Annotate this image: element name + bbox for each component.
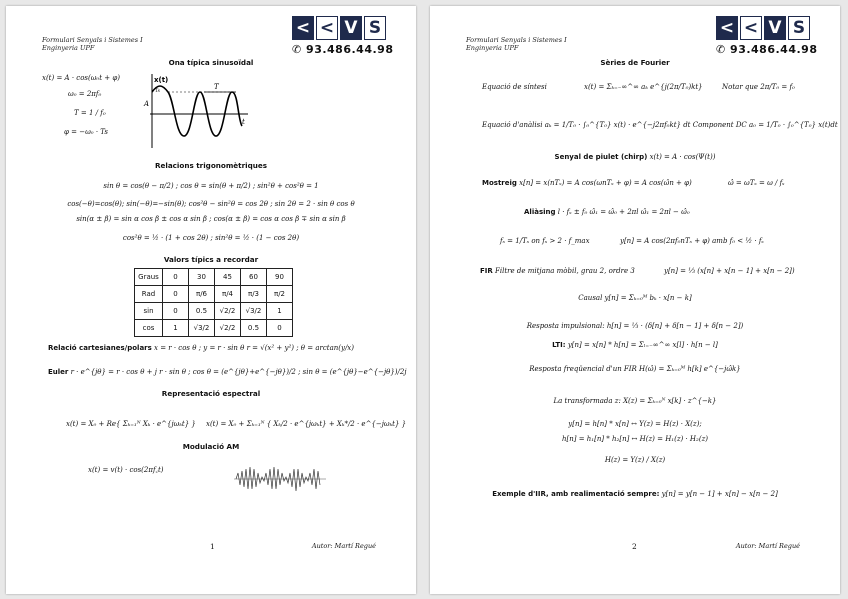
section-title: Relacions trigonomètriques — [154, 161, 268, 170]
table-row — [135, 320, 293, 337]
chirp-label: Senyal de piulet (chirp) — [554, 153, 648, 161]
logo-tile: V — [764, 16, 786, 40]
section-title: Valors típics a recordar — [163, 255, 259, 264]
logo-tile: < — [292, 16, 314, 40]
table-cell: Rad — [135, 286, 163, 303]
equation: x = r · cos θ ; y = r · sin θ r = √(x² + y²) ; θ = arctan(y/x) — [154, 344, 354, 352]
euler-row — [48, 368, 407, 376]
synth-label: Equació de síntesi — [482, 83, 547, 91]
header-line2: Enginyeria UPF — [42, 44, 95, 52]
table-cell: 90 — [267, 269, 293, 286]
chirp-row — [430, 153, 840, 161]
page-number: 1 — [210, 542, 215, 551]
equation: cos(−θ)=cos(θ); sin(−θ)=−sin(θ); cos²θ − sin²θ = cos 2θ ; sin 2θ = 2 · sin θ cos θ — [67, 200, 355, 208]
aliasing-label: Aliàsing — [524, 208, 556, 216]
header-line2: Enginyeria UPF — [466, 44, 519, 52]
logo-tile: S — [364, 16, 386, 40]
table-cell: 0 — [163, 303, 189, 320]
table-row — [135, 269, 293, 286]
author: Autor: Martí Regué — [311, 542, 376, 550]
logo-tile: < — [316, 16, 338, 40]
table-cell: 60 — [241, 269, 267, 286]
table-row — [135, 303, 293, 320]
equation: φ = −ω₀ · Ts — [64, 128, 109, 136]
equation: Resposta impulsional: h[n] = ⅓ · (δ[n] + δ[n − 1] + δ[n − 2]) — [526, 322, 744, 330]
equation: x(t) = Σₖ₌₋∞^∞ aₖ e^{j(2π/T₀)kt} — [584, 83, 703, 91]
header-line1: Formulari Senyals i Sistemes I — [466, 36, 567, 44]
equation: x(t) = X₀ + Re{ Σₖ₌₁ᴺ Xₖ · e^{jωₖt} } — [66, 420, 196, 428]
page-1 — [6, 6, 416, 594]
analysis-label: Equació d'anàlisi — [482, 121, 543, 129]
equation: H(z) = Y(z) / X(z) — [604, 456, 666, 464]
sampling-row — [482, 179, 692, 187]
table-cell: π/4 — [215, 286, 241, 303]
equation: cos²θ = ½ · (1 + cos 2θ) ; sin²θ = ½ · (1 − cos 2θ) — [122, 234, 300, 242]
equation: T = 1 / f₀ — [74, 109, 106, 117]
equation: Causal y[n] = Σₖ₌₀ᴹ bₖ · x[n − k] — [578, 294, 692, 302]
polar-label: Relació cartesianes/polars — [48, 344, 152, 352]
page-number: 2 — [632, 542, 637, 551]
equation: x(t) = v(t) · cos(2πf꜀t) — [88, 466, 164, 474]
logo-tile: < — [716, 16, 738, 40]
equation: h[n] = h₁[n] * h₂[n] ↔ H(z) = H₁(z) · H₂(z) — [562, 435, 708, 443]
sinusoid-plot — [142, 70, 252, 150]
plot-period-label: T — [214, 83, 219, 91]
table-cell: 30 — [189, 269, 215, 286]
equation: fₛ = 1/Tₛ on fₛ > 2 · f_max — [500, 237, 590, 245]
euler-label: Euler — [48, 368, 69, 376]
equation: y[n] = x[n] * h[n] = Σₗ₌₋∞^∞ x[l] · h[n − l] — [567, 341, 718, 349]
section-title: Sèries de Fourier — [600, 58, 670, 67]
table-cell: π/3 — [241, 286, 267, 303]
am-signal-plot — [230, 456, 330, 502]
values-table — [134, 268, 293, 337]
logo-tile: S — [788, 16, 810, 40]
table-cell: √2/2 — [215, 303, 241, 320]
logo-tile: < — [740, 16, 762, 40]
table-cell: 0 — [163, 286, 189, 303]
table-cell: 0.5 — [241, 320, 267, 337]
sampling-label: Mostreig — [482, 179, 517, 187]
table-cell: sin — [135, 303, 163, 320]
equation: r · e^{jθ} = r · cos θ + j r · sin θ ; cos θ = (e^{jθ}+e^{−jθ})/2 ; sin θ = (e^{jθ}−e^{−jθ})/2j — [70, 368, 407, 376]
phone-number: ✆ 93.486.44.98 — [716, 43, 818, 56]
table-cell: 0.5 — [189, 303, 215, 320]
fir-row — [480, 267, 635, 275]
table-cell: √3/2 — [241, 303, 267, 320]
equation: x[n] = x(nTₛ) = A cos(ωnTₛ + φ) = A cos(ω̂n + φ) — [519, 179, 692, 187]
equation: sin θ = cos(θ − π/2) ; cos θ = sin(θ + π/2) ; sin²θ + cos²θ = 1 — [103, 182, 319, 190]
table-row — [135, 286, 293, 303]
page-header — [42, 36, 143, 52]
table-cell: √2/2 — [215, 320, 241, 337]
logo — [716, 16, 818, 56]
plot-ts-label: Ts — [155, 89, 160, 94]
equation: Resposta freqüencial d'un FIR H(ω̂) = Σₖ₌₀ᴹ h[k] e^{−jω̂k} — [529, 365, 741, 373]
table-cell: Graus — [135, 269, 163, 286]
equation: Notar que 2π/T₀ = f₀ — [722, 83, 795, 91]
phone-number: ✆ 93.486.44.98 — [292, 43, 394, 56]
logo — [292, 16, 394, 56]
section-title: Ona típica sinusoïdal — [168, 58, 254, 67]
equation: aₖ = 1/T₀ · ∫₀^{T₀} x(t) · e^{−j2πf₀kt} dt Component DC a₀ = 1/T₀ · ∫₀^{T₀} x(t)dt — [544, 121, 838, 129]
equation: l · fₛ ± f₀ ω̂₁ = ω̂₀ + 2πl ω̂₁ = 2πl − ω̂₀ — [557, 208, 690, 216]
table-cell: 1 — [163, 320, 189, 337]
table-cell: 1 — [267, 303, 293, 320]
equation: La transformada z: X(z) = Σₖ₌₀ᴺ x[k] · z^{−k} — [553, 397, 717, 405]
table-cell: π/2 — [267, 286, 293, 303]
equation: y[n] = y[n − 1] + x[n] − x[n − 2] — [661, 490, 778, 498]
equation: x(t) = A · cos(Ψ(t)) — [649, 153, 716, 161]
fir-label: FIR — [480, 267, 493, 275]
table-cell: 0 — [267, 320, 293, 337]
aliasing-row — [524, 208, 690, 216]
table-cell: 45 — [215, 269, 241, 286]
equation: y[n] = A cos(2πf₀nTₛ + φ) amb f₀ < ½ · fₛ — [620, 237, 764, 245]
analysis-row — [482, 121, 838, 129]
equation: y[n] = ⅓ (x[n] + x[n − 1] + x[n − 2]) — [664, 267, 795, 275]
logo-tile: V — [340, 16, 362, 40]
table-cell: π/6 — [189, 286, 215, 303]
table-cell: √3/2 — [189, 320, 215, 337]
table-cell: 0 — [163, 269, 189, 286]
page-header — [466, 36, 567, 52]
lti-row — [430, 341, 840, 349]
equation: sin(α ± β) = sin α cos β ± cos α sin β ; cos(α ± β) = cos α cos β ∓ sin α sin β — [76, 215, 346, 223]
table-cell: cos — [135, 320, 163, 337]
section-title: Modulació AM — [182, 442, 240, 451]
iir-row — [430, 490, 840, 498]
plot-amp-label: A — [144, 100, 150, 108]
equation: ω₀ = 2πf₀ — [68, 90, 102, 98]
equation: x(t) = A · cos(ω₀t + φ) — [42, 74, 121, 82]
iir-label: Exemple d'IIR, amb realimentació sempre: — [492, 490, 660, 498]
plot-ylabel: x(t) — [154, 76, 169, 84]
equation: y[n] = h[n] * x[n] ↔ Y(z) = H(z) · X(z); — [568, 420, 702, 428]
equation: x(t) = X₀ + Σₖ₌₁ᴺ { Xₖ/2 · e^{jωₖt} + Xₖ*/2 · e^{−jωₖt} } — [206, 420, 407, 428]
lti-label: LTI: — [552, 341, 566, 349]
author: Autor: Martí Regué — [735, 542, 800, 550]
equation: ω̂ = ωTₛ = ω / fₛ — [728, 179, 785, 187]
plot-xlabel: t — [242, 118, 245, 126]
page-2 — [430, 6, 840, 594]
polar-row — [48, 344, 354, 352]
fir-text: Filtre de mitjana mòbil, grau 2, ordre 3 — [495, 267, 635, 275]
section-title: Representació espectral — [161, 389, 261, 398]
header-line1: Formulari Senyals i Sistemes I — [42, 36, 143, 44]
